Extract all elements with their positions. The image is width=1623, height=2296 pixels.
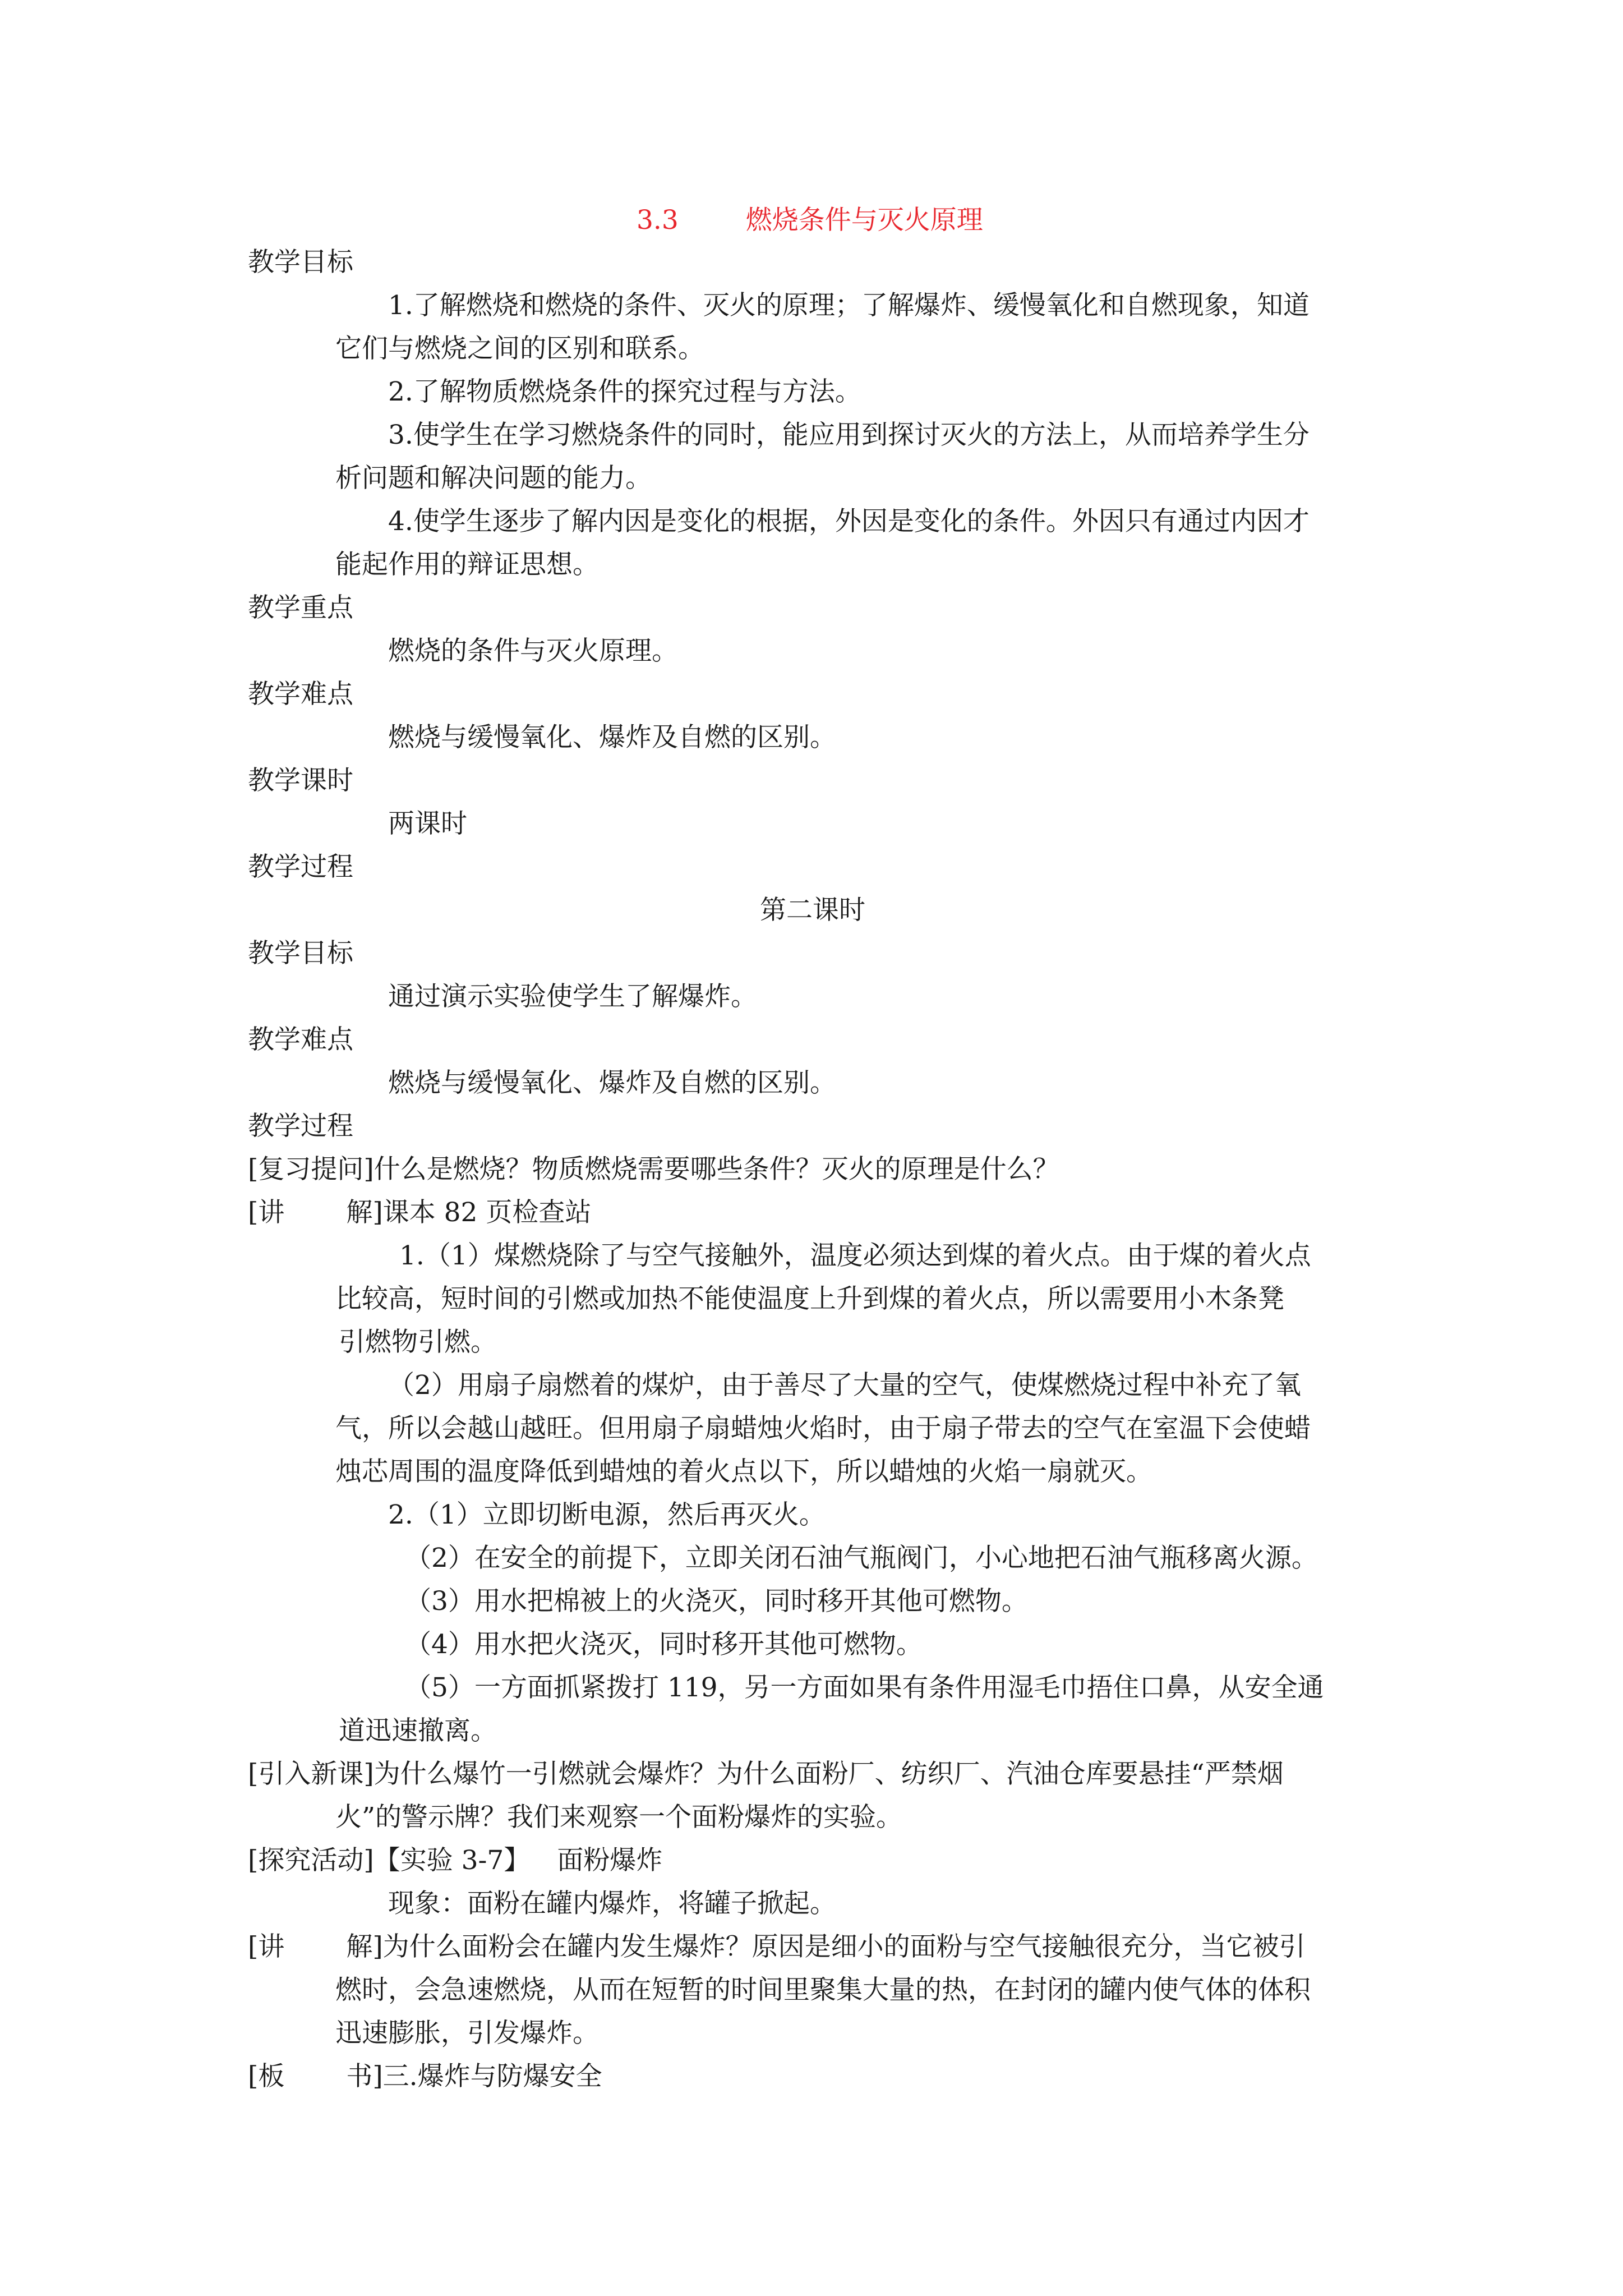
lesson-two-heading: 第二课时 — [760, 895, 865, 926]
lecture-2-text: 解]为什么面粉会在罐内发生爆炸？原因是细小的面粉与空气接触很充分，当它被引 — [346, 1931, 1306, 1962]
goal-4-line-1: 4.使学生逐步了解内因是变化的根据，外因是变化的条件。外因只有通过内因才 — [388, 506, 1310, 537]
review-question: [复习提问]什么是燃烧？物质燃烧需要哪些条件？灭火的原理是什么？ — [248, 1154, 1059, 1185]
answer-2-2: （2）在安全的前提下，立即关闭石油气瓶阀门，小心地把石油气瓶移离火源。 — [405, 1543, 1318, 1573]
phenomenon: 现象：面粉在罐内爆炸，将罐子掀起。 — [388, 1888, 836, 1919]
goal-2-text: 通过演示实验使学生了解爆炸。 — [388, 981, 757, 1012]
heading-difficulties-2: 教学难点 — [248, 1024, 353, 1055]
lecture-2-line-3: 迅速膨胀，引发爆炸。 — [335, 2018, 599, 2049]
answer-1-1-line-1: 1.（1）煤燃烧除了与空气接触外，温度必须达到煤的着火点。由于煤的着火点 — [399, 1240, 1311, 1271]
difficulties-2-text: 燃烧与缓慢氧化、爆炸及自燃的区别。 — [388, 1068, 836, 1098]
heading-key-points: 教学重点 — [248, 592, 353, 623]
answer-1-2-line-3: 烛芯周围的温度降低到蜡烛的着火点以下，所以蜡烛的火焰一扇就灭。 — [335, 1456, 1152, 1487]
lecture-1-close: 解]课本 82 页检查站 — [346, 1197, 592, 1228]
answer-2-5-line-2: 道迅速撤离。 — [339, 1715, 497, 1746]
board-open: [板 — [248, 2061, 285, 2092]
goal-1-line-1: 1.了解燃烧和燃烧的条件、灭火的原理；了解爆炸、缓慢氧化和自燃现象，知道 — [388, 290, 1310, 321]
intro-line-2: 火”的警示牌？我们来观察一个面粉爆炸的实验。 — [335, 1802, 903, 1833]
answer-2-1: 2.（1）立即切断电源，然后再灭火。 — [388, 1499, 826, 1530]
page-title — [637, 199, 983, 242]
answer-1-2-line-2: 气，所以会越山越旺。但用扇子扇蜡烛火焰时，由于扇子带去的空气在室温下会使蜡 — [335, 1413, 1311, 1444]
goal-4-line-2: 能起作用的辩证思想。 — [335, 549, 599, 580]
heading-class-hours: 教学课时 — [248, 765, 353, 796]
goal-3-line-1: 3.使学生在学习燃烧条件的同时，能应用到探讨灭火的方法上，从而培养学生分 — [388, 420, 1310, 450]
explore-activity — [248, 1839, 662, 1882]
answer-2-5-line-1: （5）一方面抓紧拨打 119，另一方面如果有条件用湿毛巾捂住口鼻，从安全通 — [405, 1672, 1324, 1703]
heading-difficulties: 教学难点 — [248, 679, 353, 710]
board-text: 书]三.爆炸与防爆安全 — [346, 2061, 602, 2092]
title-number: 3.3 — [637, 205, 679, 236]
answer-1-2-line-1: （2）用扇子扇燃着的煤炉，由于善尽了大量的空气，使煤燃烧过程中补充了氧 — [388, 1370, 1301, 1401]
answer-1-1-line-2: 比较高，短时间的引燃或加热不能使温度上升到煤的着火点，所以需要用小木条凳 — [335, 1283, 1284, 1314]
board-writing — [248, 2055, 602, 2098]
answer-2-4: （4）用水把火浇灭，同时移开其他可燃物。 — [405, 1629, 923, 1660]
heading-teaching-goals: 教学目标 — [248, 247, 353, 278]
goal-3-line-2: 析问题和解决问题的能力。 — [335, 463, 652, 494]
answer-2-3: （3）用水把棉被上的火浇灭，同时移开其他可燃物。 — [405, 1586, 1028, 1617]
explore-experiment-name: 面粉爆炸 — [557, 1845, 663, 1876]
heading-teaching-goals-2: 教学目标 — [248, 938, 353, 969]
lecture-2-line-2: 燃时，会急速燃烧，从而在短暂的时间里聚集大量的热，在封闭的罐内使气体的体积 — [335, 1975, 1311, 2005]
answer-1-1-line-3: 引燃物引燃。 — [339, 1327, 497, 1358]
lecture-1-open: [讲 — [248, 1197, 285, 1228]
lecture-2-line-1 — [248, 1926, 1306, 1968]
lecture-1-heading — [248, 1191, 591, 1234]
difficulties-text: 燃烧与缓慢氧化、爆炸及自燃的区别。 — [388, 722, 836, 753]
goal-2: 2.了解物质燃烧条件的探究过程与方法。 — [388, 376, 861, 407]
lecture-2-open: [讲 — [248, 1931, 285, 1962]
title-text: 燃烧条件与灭火原理 — [745, 205, 983, 236]
class-hours-text: 两课时 — [388, 808, 467, 839]
goal-1-line-2: 它们与燃烧之间的区别和联系。 — [335, 333, 704, 364]
heading-teaching-process-2: 教学过程 — [248, 1111, 353, 1142]
key-points-text: 燃烧的条件与灭火原理。 — [388, 636, 678, 666]
intro-line-1: [引入新课]为什么爆竹一引燃就会爆炸？为什么面粉厂、纺织厂、汽油仓库要悬挂“严禁烟 — [248, 1759, 1284, 1789]
explore-label: [探究活动]【实验 3-7】 — [248, 1845, 531, 1876]
heading-teaching-process: 教学过程 — [248, 852, 353, 882]
